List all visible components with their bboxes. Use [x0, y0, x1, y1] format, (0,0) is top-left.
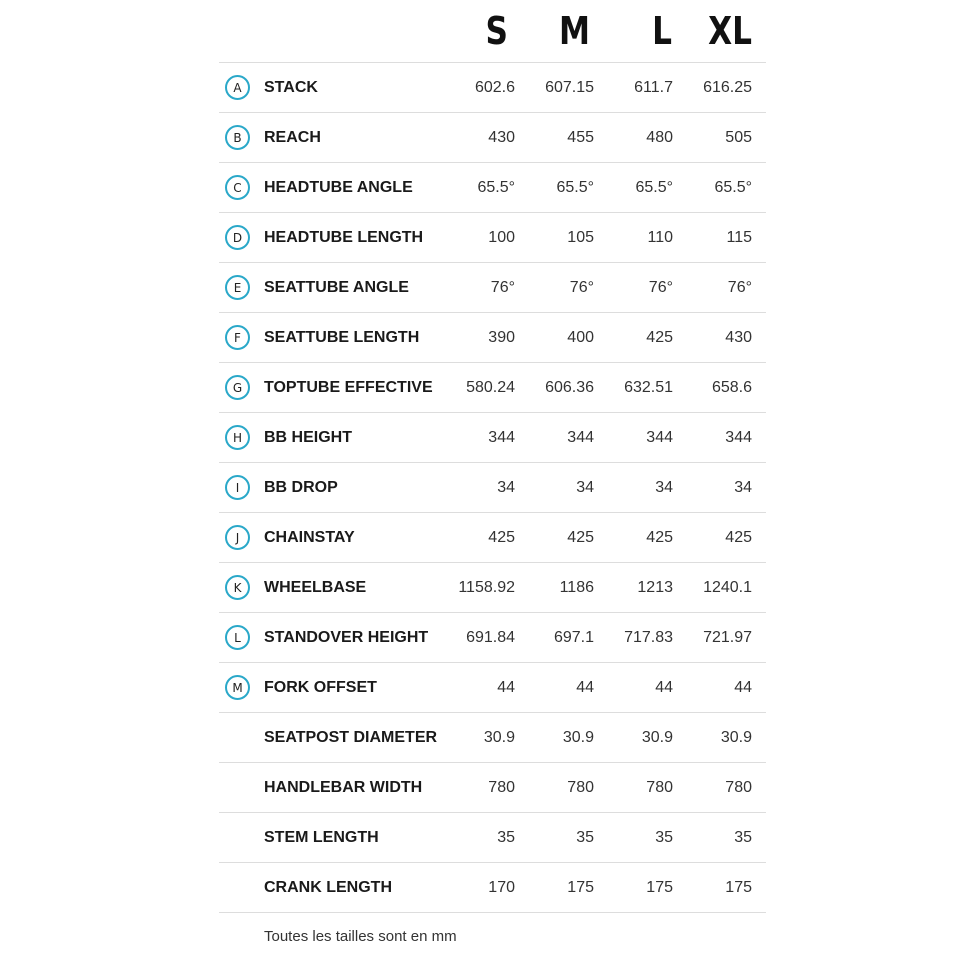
- row-label: STACK: [264, 79, 318, 96]
- value-l: 30.9: [641, 729, 673, 746]
- size-header-xl: XL: [708, 9, 752, 53]
- value-s: 35: [497, 829, 515, 846]
- letter-badge: C: [225, 175, 250, 200]
- row-label: CHAINSTAY: [264, 529, 355, 546]
- table-row: [219, 363, 766, 413]
- letter-badge: L: [225, 625, 250, 650]
- letter-badge: F: [225, 325, 250, 350]
- value-l: 425: [646, 329, 673, 346]
- value-l: 35: [655, 829, 673, 846]
- value-l: 632.51: [624, 379, 673, 396]
- value-m: 34: [576, 479, 594, 496]
- letter-badge: K: [225, 575, 250, 600]
- row-label: SEATPOST DIAMETER: [264, 729, 438, 746]
- row-label: SEATTUBE ANGLE: [264, 279, 409, 296]
- letter-badge: J: [225, 525, 250, 550]
- value-xl: 780: [725, 779, 752, 796]
- value-m: 425: [567, 529, 594, 546]
- letter-badge: B: [225, 125, 250, 150]
- value-xl: 76°: [727, 279, 752, 296]
- value-l: 1213: [637, 579, 673, 596]
- letter-badge: H: [225, 425, 250, 450]
- value-s: 780: [488, 779, 515, 796]
- value-l: 611.7: [634, 79, 673, 96]
- value-m: 175: [567, 879, 594, 896]
- value-s: 170: [488, 879, 515, 896]
- value-xl: 1240.1: [703, 579, 752, 596]
- table-row: [219, 413, 766, 463]
- value-s: 44: [497, 679, 515, 696]
- value-m: 697.1: [553, 629, 594, 646]
- geometry-table: [219, 62, 766, 913]
- row-label: FORK OFFSET: [264, 679, 377, 696]
- value-m: 76°: [569, 279, 594, 296]
- value-s: 344: [488, 429, 515, 446]
- table-row: [219, 813, 766, 863]
- letter-badge: G: [225, 375, 250, 400]
- value-s: 76°: [490, 279, 515, 296]
- row-label: HEADTUBE ANGLE: [264, 179, 413, 196]
- letter-badge: D: [225, 225, 250, 250]
- letter-badge: E: [225, 275, 250, 300]
- value-s: 100: [488, 229, 515, 246]
- value-s: 425: [488, 529, 515, 546]
- value-m: 35: [576, 829, 594, 846]
- value-xl: 344: [725, 429, 752, 446]
- value-s: 65.5°: [477, 179, 515, 196]
- value-xl: 65.5°: [714, 179, 752, 196]
- value-xl: 505: [725, 129, 752, 146]
- table-row: [219, 113, 766, 163]
- value-l: 34: [655, 479, 673, 496]
- value-m: 65.5°: [556, 179, 594, 196]
- value-l: 780: [646, 779, 673, 796]
- value-s: 430: [488, 129, 515, 146]
- table-row: [219, 563, 766, 613]
- row-label: WHEELBASE: [264, 579, 367, 596]
- letter-badge: I: [225, 475, 250, 500]
- letter-badge: A: [225, 75, 250, 100]
- value-l: 344: [646, 429, 673, 446]
- value-s: 390: [488, 329, 515, 346]
- table-row: [219, 663, 766, 713]
- table-row: [219, 463, 766, 513]
- value-m: 400: [567, 329, 594, 346]
- value-s: 30.9: [483, 729, 515, 746]
- value-s: 34: [497, 479, 515, 496]
- table-row: [219, 763, 766, 813]
- size-header-s: S: [485, 9, 508, 53]
- value-xl: 658.6: [711, 379, 752, 396]
- value-m: 606.36: [545, 379, 594, 396]
- value-xl: 35: [734, 829, 752, 846]
- table-row: [219, 513, 766, 563]
- size-header-row: [460, 8, 760, 58]
- value-m: 44: [576, 679, 594, 696]
- table-row: [219, 263, 766, 313]
- value-m: 780: [567, 779, 594, 796]
- row-label: HANDLEBAR WIDTH: [264, 779, 423, 796]
- value-l: 425: [646, 529, 673, 546]
- value-s: 602.6: [474, 79, 515, 96]
- row-label: TOPTUBE EFFECTIVE: [264, 379, 433, 396]
- value-xl: 425: [725, 529, 752, 546]
- row-label: HEADTUBE LENGTH: [264, 229, 424, 246]
- units-footnote: Toutes les tailles sont en mm: [264, 928, 457, 945]
- table-row: [219, 63, 766, 113]
- value-xl: 616.25: [703, 79, 752, 96]
- table-row: [219, 713, 766, 763]
- value-xl: 44: [734, 679, 752, 696]
- row-label: BB DROP: [264, 479, 338, 496]
- value-s: 1158.92: [458, 579, 515, 596]
- value-l: 110: [647, 229, 673, 246]
- value-xl: 721.97: [703, 629, 752, 646]
- value-xl: 430: [725, 329, 752, 346]
- value-l: 175: [646, 879, 673, 896]
- value-m: 1186: [559, 579, 594, 596]
- letter-badge: M: [225, 675, 250, 700]
- value-l: 717.83: [624, 629, 673, 646]
- value-m: 30.9: [562, 729, 594, 746]
- row-label: STANDOVER HEIGHT: [264, 629, 429, 646]
- value-xl: 30.9: [720, 729, 752, 746]
- table-row: [219, 613, 766, 663]
- value-m: 607.15: [545, 79, 594, 96]
- value-s: 580.24: [466, 379, 515, 396]
- value-l: 76°: [648, 279, 673, 296]
- value-xl: 175: [725, 879, 752, 896]
- value-m: 344: [567, 429, 594, 446]
- row-label: STEM LENGTH: [264, 829, 379, 846]
- table-row: [219, 163, 766, 213]
- value-m: 455: [567, 129, 594, 146]
- row-label: SEATTUBE LENGTH: [264, 329, 420, 346]
- size-header-l: L: [652, 9, 672, 53]
- value-xl: 115: [726, 229, 752, 246]
- value-m: 105: [567, 229, 594, 246]
- row-label: CRANK LENGTH: [264, 879, 392, 896]
- row-label: REACH: [264, 129, 321, 146]
- table-row: [219, 213, 766, 263]
- row-label: BB HEIGHT: [264, 429, 352, 446]
- size-header-m: M: [558, 9, 590, 53]
- value-l: 44: [655, 679, 673, 696]
- value-s: 691.84: [466, 629, 515, 646]
- value-xl: 34: [734, 479, 752, 496]
- value-l: 65.5°: [635, 179, 673, 196]
- table-row: [219, 313, 766, 363]
- value-l: 480: [646, 129, 673, 146]
- table-row: [219, 863, 766, 913]
